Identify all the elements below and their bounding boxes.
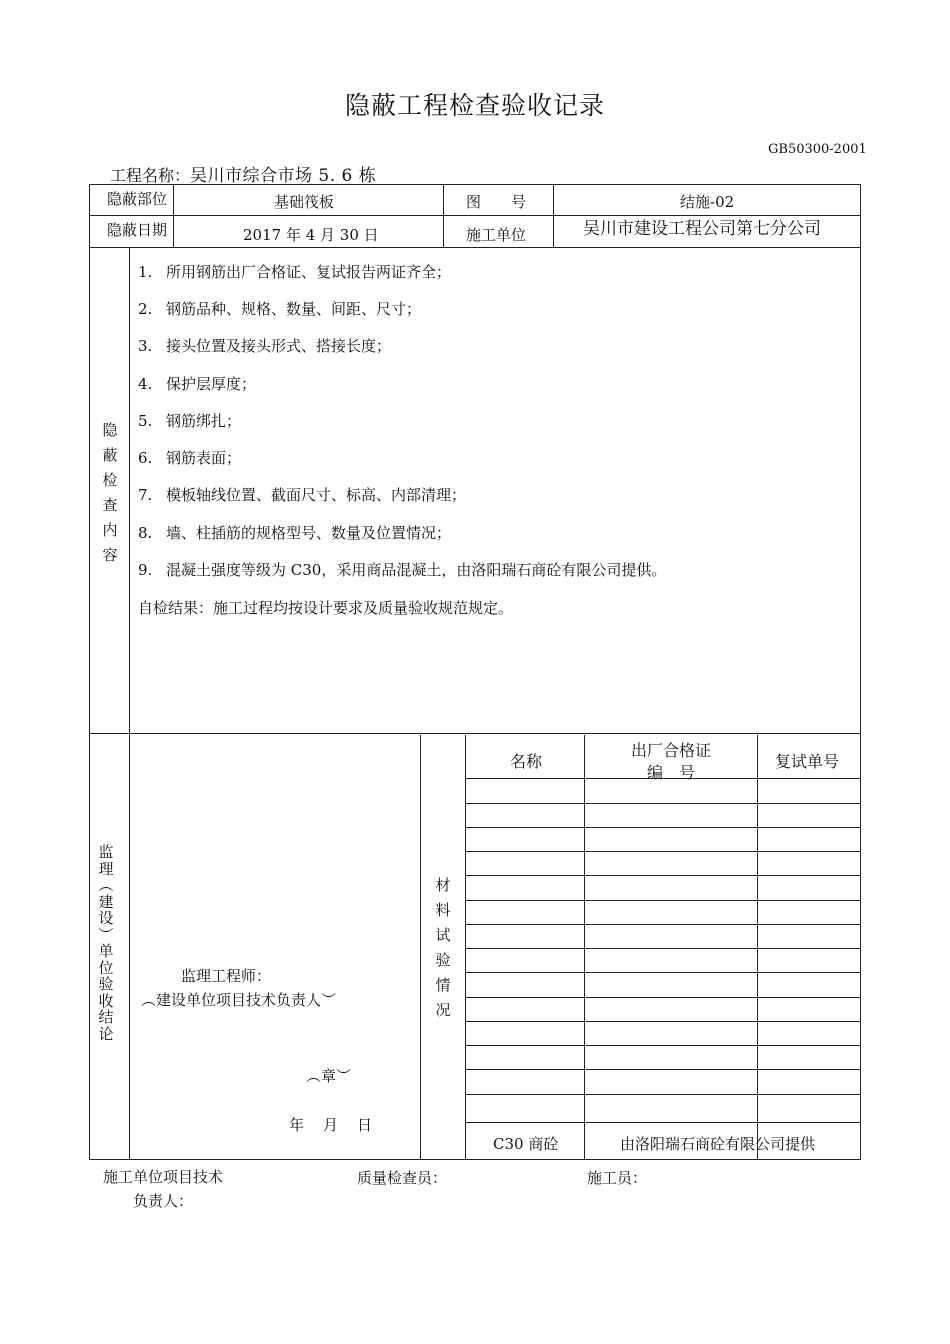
supervision-side-label: 监 理 ︵ 建 设 ︶ 单 位 验 收 结 论 bbox=[98, 843, 114, 1043]
materials-col-cert-line2: 编 号 bbox=[646, 763, 695, 782]
materials-col-cert-line1: 出厂合格证 bbox=[630, 741, 711, 760]
hidden-date-value: 2017 年 4 月 30 日 bbox=[243, 226, 379, 244]
inspection-item-4: 4. 保护层厚度； bbox=[138, 375, 257, 393]
seal: ︵章︶ bbox=[306, 1067, 352, 1085]
self-check-result: 自检结果：施工过程均按设计要求及质量验收规范规定。 bbox=[138, 599, 514, 617]
materials-col-name: 名称 bbox=[510, 752, 543, 771]
inspection-item-7: 7. 模板轴线位置、截面尺寸、标高、内部清理； bbox=[138, 486, 467, 504]
materials-col-retest: 复试单号 bbox=[775, 752, 840, 771]
standard-code: GB50300-2001 bbox=[768, 142, 867, 157]
inspection-item-9: 9. 混凝土强度等级为 C30，采用商品混凝土，由洛阳瑞石商砼有限公司提供。 bbox=[138, 561, 667, 579]
inspection-side-label: 隐 蔽 检 查 内 容 bbox=[102, 421, 118, 564]
inspection-item-6: 6. 钢筋表面； bbox=[138, 449, 242, 467]
inspection-item-2: 2. 钢筋品种、规格、数量、间距、尺寸； bbox=[138, 300, 422, 318]
hidden-part-value: 基础筏板 bbox=[274, 193, 335, 211]
construction-unit-label: 施工单位 bbox=[466, 226, 527, 244]
drawing-no-label: 图 号 bbox=[466, 193, 527, 211]
hidden-part-label: 隐蔽部位 bbox=[107, 190, 168, 208]
inspection-item-8: 8. 墙、柱插筋的规格型号、数量及位置情况； bbox=[138, 524, 452, 542]
project-name bbox=[110, 161, 376, 186]
owner-technical-lead: ︵建设单位项目技术负责人︶ bbox=[141, 991, 337, 1009]
construction-unit-value: 吴川市建设工程公司第七分公司 bbox=[583, 219, 821, 239]
footer-tech-lead-line2: 负责人： bbox=[133, 1192, 194, 1210]
supervising-engineer: 监理工程师： bbox=[181, 967, 272, 985]
inspection-item-1: 1. 所用钢筋出厂合格证、复试报告两证齐全； bbox=[138, 263, 452, 281]
inspection-item-5: 5. 钢筋绑扎； bbox=[138, 412, 242, 430]
supervision-date: 年 月 日 bbox=[289, 1116, 375, 1134]
footer-tech-lead bbox=[103, 1165, 223, 1213]
project-name-value: 吴川市综合市场 5. 6 栋 bbox=[190, 166, 377, 186]
materials-side-label: 材 料 试 验 情 况 bbox=[435, 876, 451, 1019]
footer-tech-lead-line1: 施工单位项目技术 bbox=[103, 1168, 224, 1186]
inspection-item-3: 3. 接头位置及接头形式、搭接长度； bbox=[138, 337, 392, 355]
hidden-date-label: 隐蔽日期 bbox=[107, 221, 168, 239]
materials-last-row-name: C30 商砼 bbox=[493, 1135, 559, 1153]
project-name-label: 工程名称： bbox=[110, 166, 191, 185]
page-title: 隐蔽工程检查验收记录 bbox=[344, 91, 605, 120]
drawing-no-value: 结施-02 bbox=[680, 193, 735, 211]
footer-qc-inspector: 质量检查员： bbox=[357, 1169, 448, 1187]
footer-builder: 施工员： bbox=[587, 1169, 648, 1187]
materials-col-cert bbox=[600, 740, 742, 784]
materials-last-row-note: 由洛阳瑞石商砼有限公司提供 bbox=[620, 1135, 816, 1153]
